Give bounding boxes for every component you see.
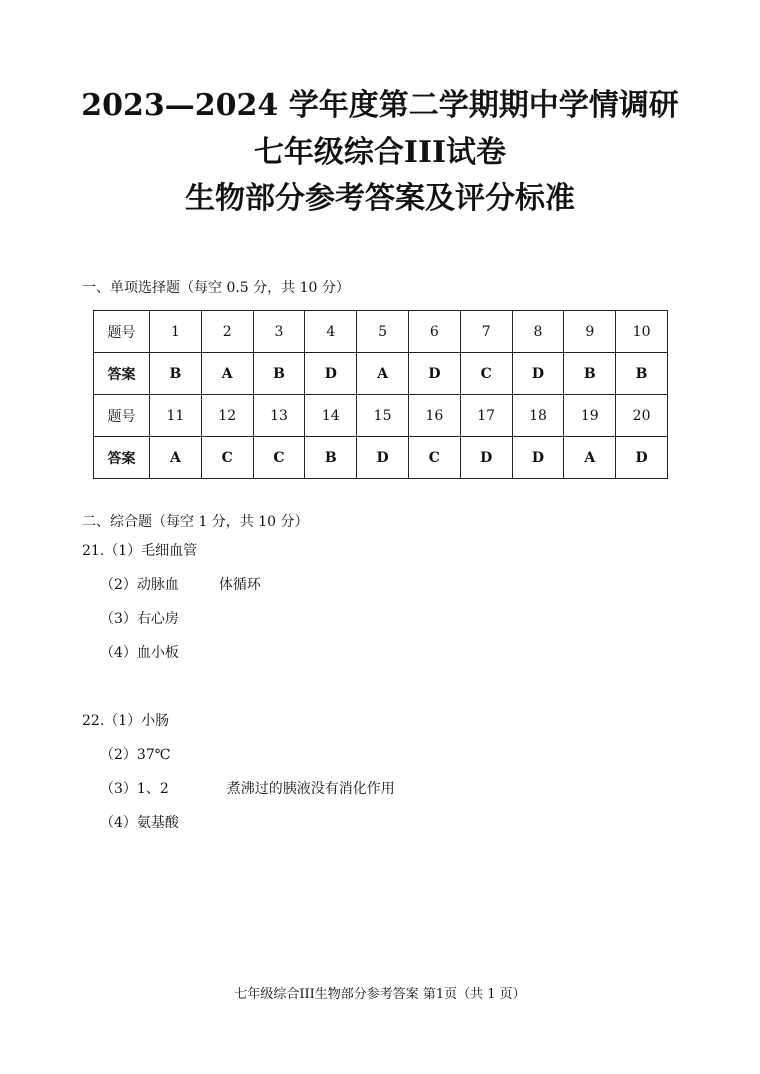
table-row-numbers-1	[94, 311, 668, 353]
cell-answer: D	[357, 437, 409, 479]
cell-answer: C	[408, 437, 460, 479]
q21-number: 21.	[82, 543, 105, 559]
section1-heading: 一、单项选择题（每空 0.5 分，共 10 分）	[82, 280, 350, 296]
cell-answer: D	[460, 437, 512, 479]
table-row-answers-1	[94, 353, 668, 395]
cell-answer: B	[616, 353, 668, 395]
q21-answer-3: （3）右心房	[100, 611, 179, 627]
q21-answer-2	[100, 574, 261, 594]
doc-title-line2: 七年级综合III试卷	[253, 135, 507, 170]
q21-a2b: 体循环	[218, 577, 261, 593]
cell-answer: C	[460, 353, 512, 395]
cell-answer: C	[201, 437, 253, 479]
cell-number: 3	[253, 311, 305, 353]
q21-a1: （1）毛细血管	[104, 543, 198, 559]
q21-a2a: （2）动脉血	[100, 577, 179, 593]
q21-answer-4: （4）血小板	[100, 645, 179, 661]
row-label-question: 题号	[94, 311, 150, 353]
q22-answer-3	[100, 778, 395, 798]
q22-a3b: 煮沸过的胰液没有消化作用	[226, 781, 395, 797]
cell-number: 2	[201, 311, 253, 353]
cell-answer: D	[512, 353, 564, 395]
cell-number: 5	[357, 311, 409, 353]
section2-heading: 二、综合题（每空 1 分，共 10 分）	[82, 514, 309, 530]
q22-answer-2: （2）37℃	[100, 747, 171, 763]
q22-a1: （1）小肠	[104, 713, 170, 729]
cell-number: 1	[150, 311, 202, 353]
cell-answer: D	[408, 353, 460, 395]
cell-answer: B	[253, 353, 305, 395]
cell-answer: A	[150, 437, 202, 479]
cell-number: 9	[564, 311, 616, 353]
q22-answer-1	[82, 710, 169, 730]
doc-title-line1: 2023—2024 学年度第二学期期中学情调研	[81, 88, 679, 123]
cell-number: 11	[150, 395, 202, 437]
cell-number: 19	[564, 395, 616, 437]
cell-number: 8	[512, 311, 564, 353]
cell-answer: A	[201, 353, 253, 395]
cell-answer: D	[512, 437, 564, 479]
page-footer: 七年级综合III生物部分参考答案 第1页（共 1 页）	[234, 987, 526, 1002]
cell-number: 10	[616, 311, 668, 353]
row-label-answer: 答案	[94, 353, 150, 395]
cell-number: 7	[460, 311, 512, 353]
cell-number: 12	[201, 395, 253, 437]
table-row-answers-2	[94, 437, 668, 479]
cell-number: 16	[408, 395, 460, 437]
cell-answer: B	[305, 437, 357, 479]
cell-number: 13	[253, 395, 305, 437]
row-label-answer: 答案	[94, 437, 150, 479]
cell-number: 14	[305, 395, 357, 437]
cell-answer: A	[357, 353, 409, 395]
cell-answer: D	[305, 353, 357, 395]
answer-table	[93, 310, 668, 479]
cell-number: 6	[408, 311, 460, 353]
cell-answer: D	[616, 437, 668, 479]
cell-number: 18	[512, 395, 564, 437]
cell-answer: A	[564, 437, 616, 479]
cell-number: 20	[616, 395, 668, 437]
cell-answer: B	[150, 353, 202, 395]
cell-number: 17	[460, 395, 512, 437]
q22-number: 22.	[82, 713, 105, 729]
table-row-numbers-2	[94, 395, 668, 437]
cell-answer: B	[564, 353, 616, 395]
cell-number: 15	[357, 395, 409, 437]
row-label-question: 题号	[94, 395, 150, 437]
cell-answer: C	[253, 437, 305, 479]
doc-title-line3: 生物部分参考答案及评分标准	[185, 181, 575, 216]
cell-number: 4	[305, 311, 357, 353]
q21-answer-1	[82, 540, 197, 560]
q22-a3a: （3）1、2	[100, 781, 169, 797]
q22-answer-4: （4）氨基酸	[100, 815, 179, 831]
